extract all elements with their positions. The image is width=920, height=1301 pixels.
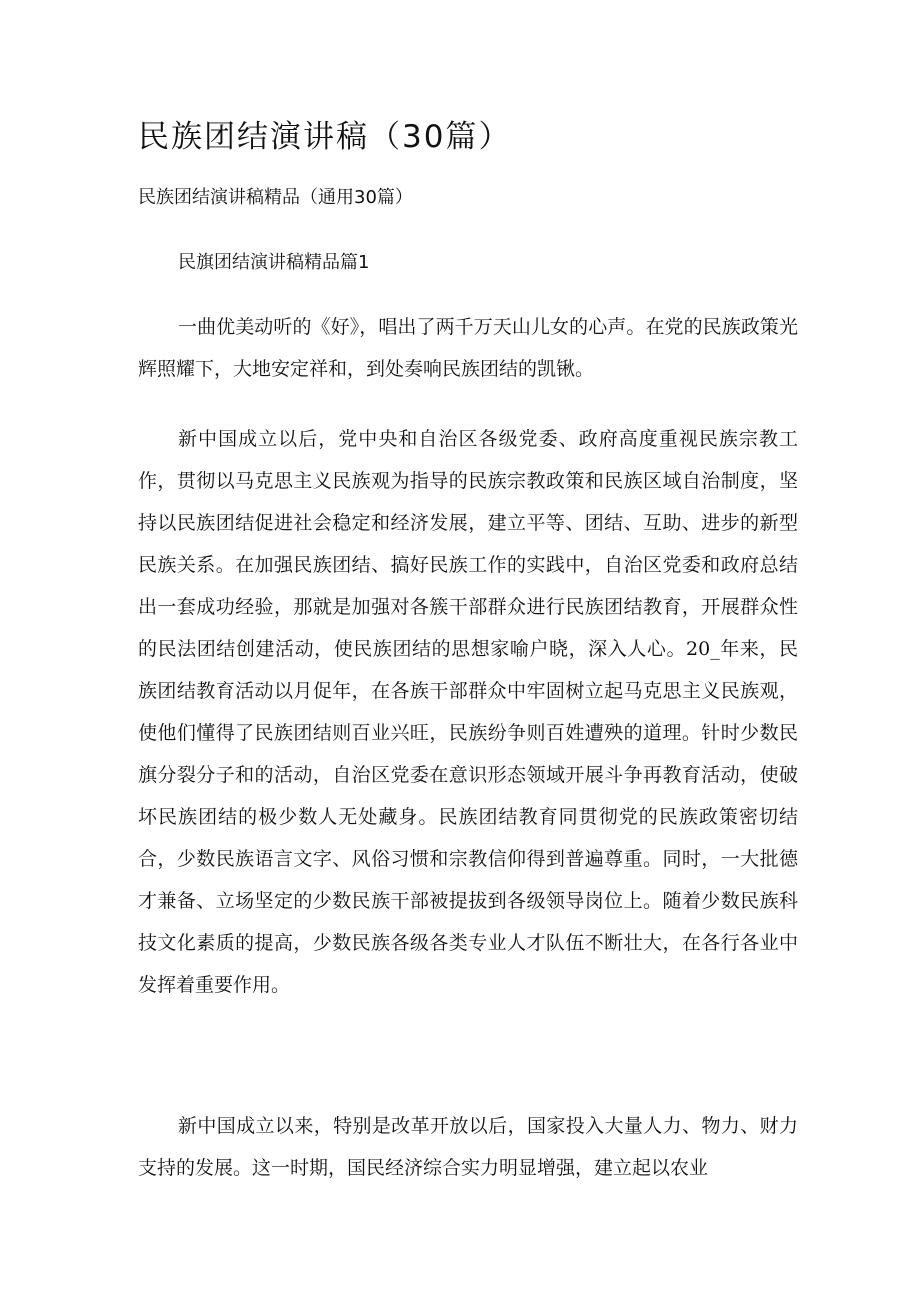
body-paragraph: 一曲优美动听的《好》，唱出了两千万天山儿女的心声。在党的民族政策光辉照耀下，大地安定祥和，到处奏响民族团结的凯锹。 (138, 316, 798, 380)
body-paragraph: 新中国成立以后，党中央和自治区各级党委、政府高度重视民族宗教工作，贯彻以马克思主义民族观为指导的民族宗教政策和民族区域自治制度，坚持以民族团结促进社会稳定和经济发展，建立平等、团结、互助、进步的新型民族关系。在加强民族团结、搞好民族工作的实践中，自治区党委和政府总结出一套成功经验，那就是加强对各簇干部群众进行民族团结教育，开展群众性的民法团结创建活动，使民族团结的思想家喻户晓，深入人心。20_年来，民族团结教育活动以月促年，在各族干部群众中牢固树立起马克思主义民族观，使他们懂得了民族团结则百业兴旺，民族纷争则百姓遭殃的道理。针时少数民旗分裂分子和的活动，自治区党委在意识形态领域开展斗争再教育活动，使破坏民族团结的极少数人无处藏身。民族团结教育同贯彻党的民族政策密切结合，少数民族语言文字、风俗习惯和宗教信仰得到普遍尊重。同时，一大批德才兼备、立场坚定的少数民族干部被提拔到各级领导岗位上。随着少数民族科技文化素质的提高，少数民族各级各类专业人才队伍不断壮大，在各行各业中发挥着重要作用。 (138, 428, 798, 996)
document-title: 民族团结演讲稿（30篇） (138, 119, 512, 155)
document-subtitle: 民族团结演讲稿精品（通用30篇） (138, 187, 413, 208)
section-heading: 民旗团结演讲稿精品篇1 (178, 252, 370, 273)
body-paragraph: 新中国成立以来，特别是改革开放以后，国家投入大量人力、物力、财力支持的发展。这一时期，国民经济综合实力明显增强，建立起以农业 (138, 1115, 798, 1179)
